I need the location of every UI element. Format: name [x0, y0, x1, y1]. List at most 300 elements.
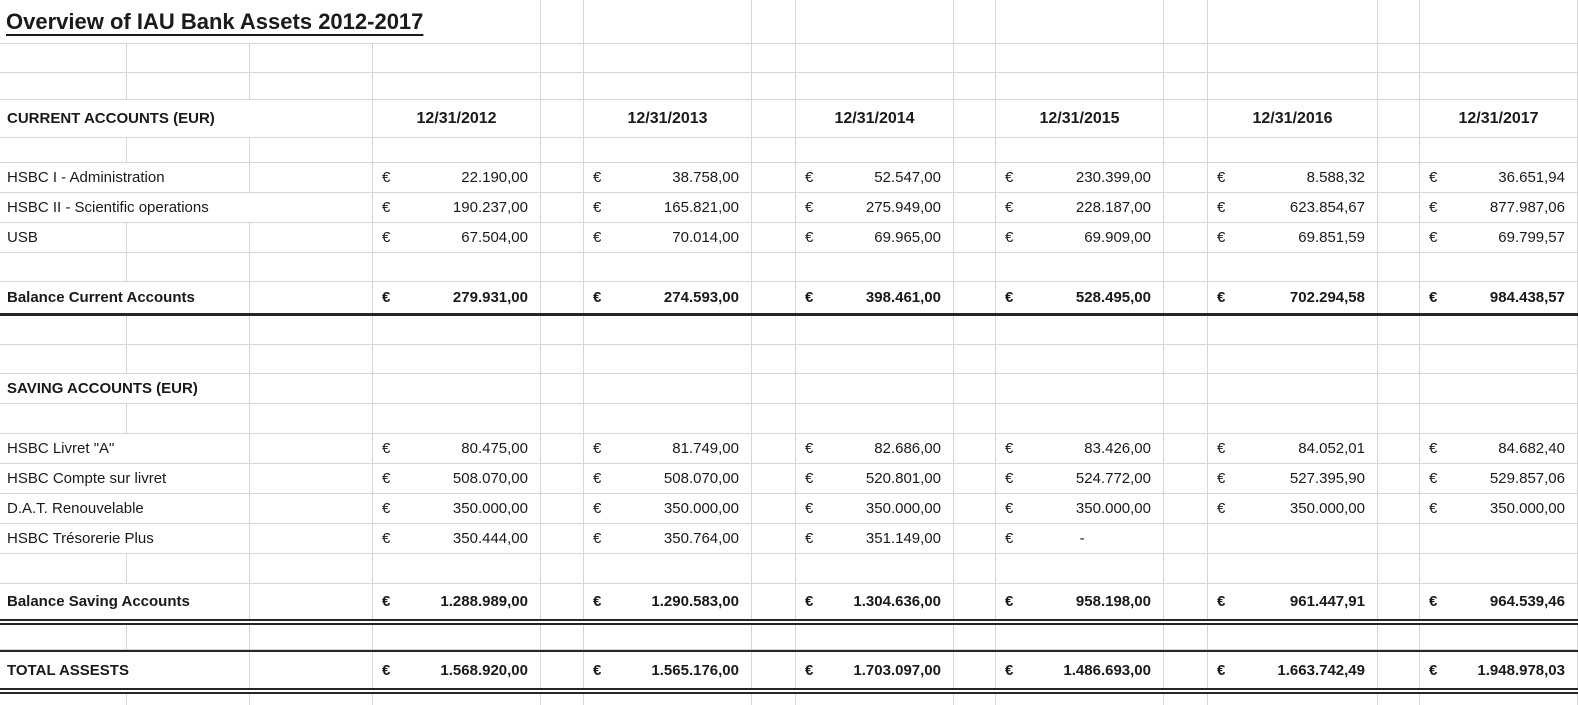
amount-cell-zero[interactable]: [996, 524, 1164, 554]
amount-cell[interactable]: [373, 282, 541, 313]
amount-cell[interactable]: [1420, 494, 1578, 524]
empty-cell[interactable]: [752, 554, 796, 584]
empty-cell[interactable]: [584, 554, 752, 584]
amount-cell[interactable]: [1208, 652, 1378, 688]
empty-cell[interactable]: [250, 524, 373, 554]
amount-cell[interactable]: [1420, 282, 1578, 313]
empty-cell[interactable]: [996, 625, 1164, 650]
empty-cell[interactable]: [541, 625, 584, 650]
empty-cell[interactable]: [373, 404, 541, 434]
amount-cell[interactable]: [1208, 584, 1378, 619]
empty-cell[interactable]: [996, 44, 1164, 73]
empty-cell[interactable]: [996, 253, 1164, 282]
empty-cell[interactable]: [541, 0, 584, 44]
empty-cell[interactable]: [752, 193, 796, 223]
empty-cell[interactable]: [1378, 524, 1420, 554]
empty-cell[interactable]: [0, 44, 127, 73]
empty-cell[interactable]: [541, 434, 584, 464]
date-header-2013[interactable]: [584, 100, 752, 138]
empty-cell[interactable]: [752, 404, 796, 434]
empty-cell[interactable]: [796, 253, 954, 282]
empty-cell[interactable]: [752, 494, 796, 524]
empty-cell[interactable]: [1164, 584, 1208, 619]
amount-cell[interactable]: [796, 434, 954, 464]
empty-cell[interactable]: [127, 316, 250, 345]
amount-cell[interactable]: [373, 524, 541, 554]
empty-cell[interactable]: [1164, 652, 1208, 688]
amount-cell[interactable]: [996, 434, 1164, 464]
amount-cell[interactable]: [373, 652, 541, 688]
empty-cell[interactable]: [1208, 138, 1378, 163]
section-header-current[interactable]: [0, 100, 373, 138]
empty-cell[interactable]: [1164, 374, 1208, 404]
empty-cell[interactable]: [1164, 494, 1208, 524]
empty-cell[interactable]: [0, 404, 127, 434]
empty-cell[interactable]: [127, 73, 250, 100]
empty-cell[interactable]: [250, 374, 373, 404]
empty-cell[interactable]: [373, 138, 541, 163]
empty-cell[interactable]: [541, 193, 584, 223]
empty-cell[interactable]: [954, 652, 996, 688]
empty-cell[interactable]: [954, 625, 996, 650]
empty-cell[interactable]: [1164, 524, 1208, 554]
empty-cell[interactable]: [1164, 694, 1208, 705]
empty-cell[interactable]: [752, 584, 796, 619]
empty-cell[interactable]: [1164, 163, 1208, 193]
empty-cell[interactable]: [127, 554, 250, 584]
empty-cell[interactable]: [1420, 316, 1578, 345]
empty-cell[interactable]: [1378, 282, 1420, 313]
empty-cell[interactable]: [250, 253, 373, 282]
empty-cell[interactable]: [1208, 316, 1378, 345]
empty-cell[interactable]: [541, 694, 584, 705]
empty-cell[interactable]: [541, 253, 584, 282]
empty-cell[interactable]: [954, 584, 996, 619]
empty-cell[interactable]: [541, 404, 584, 434]
empty-cell[interactable]: [796, 404, 954, 434]
empty-cell[interactable]: [1164, 434, 1208, 464]
empty-cell[interactable]: [0, 138, 127, 163]
empty-cell[interactable]: [1164, 44, 1208, 73]
empty-cell[interactable]: [1378, 223, 1420, 253]
empty-cell[interactable]: [584, 316, 752, 345]
empty-cell[interactable]: [1378, 694, 1420, 705]
empty-cell[interactable]: [1164, 554, 1208, 584]
empty-cell[interactable]: [373, 345, 541, 374]
empty-cell[interactable]: [0, 345, 127, 374]
amount-cell[interactable]: [996, 652, 1164, 688]
amount-cell[interactable]: [584, 464, 752, 494]
amount-cell[interactable]: [1208, 193, 1378, 223]
account-label[interactable]: [0, 223, 127, 253]
amount-cell[interactable]: [584, 223, 752, 253]
empty-cell[interactable]: [1208, 404, 1378, 434]
empty-cell[interactable]: [250, 464, 373, 494]
empty-cell[interactable]: [250, 625, 373, 650]
empty-cell[interactable]: [954, 434, 996, 464]
empty-cell[interactable]: [0, 316, 127, 345]
empty-cell[interactable]: [541, 282, 584, 313]
empty-cell[interactable]: [1378, 584, 1420, 619]
empty-cell[interactable]: [1164, 253, 1208, 282]
empty-cell[interactable]: [1208, 625, 1378, 650]
empty-cell[interactable]: [752, 163, 796, 193]
amount-cell[interactable]: [796, 464, 954, 494]
empty-cell[interactable]: [127, 404, 250, 434]
total-label[interactable]: [0, 652, 250, 688]
empty-cell[interactable]: [954, 345, 996, 374]
empty-cell[interactable]: [752, 434, 796, 464]
amount-cell[interactable]: [996, 494, 1164, 524]
empty-cell[interactable]: [752, 138, 796, 163]
empty-cell[interactable]: [541, 554, 584, 584]
amount-cell[interactable]: [584, 494, 752, 524]
empty-cell[interactable]: [954, 100, 996, 138]
empty-cell[interactable]: [250, 316, 373, 345]
amount-cell[interactable]: [996, 223, 1164, 253]
empty-cell[interactable]: [541, 584, 584, 619]
empty-cell[interactable]: [584, 345, 752, 374]
empty-cell[interactable]: [954, 138, 996, 163]
account-label[interactable]: [0, 464, 250, 494]
empty-cell[interactable]: [1378, 163, 1420, 193]
empty-cell[interactable]: [1420, 694, 1578, 705]
empty-cell[interactable]: [373, 694, 541, 705]
empty-cell[interactable]: [954, 694, 996, 705]
amount-cell[interactable]: [1420, 434, 1578, 464]
empty-cell[interactable]: [541, 524, 584, 554]
section-header-saving[interactable]: [0, 374, 250, 404]
empty-cell[interactable]: [0, 554, 127, 584]
empty-cell[interactable]: [584, 694, 752, 705]
amount-cell[interactable]: [584, 193, 752, 223]
amount-cell[interactable]: [1208, 464, 1378, 494]
page-title[interactable]: [0, 0, 541, 44]
empty-cell[interactable]: [541, 345, 584, 374]
amount-cell[interactable]: [1420, 193, 1578, 223]
empty-cell[interactable]: [250, 554, 373, 584]
account-label[interactable]: [0, 193, 373, 223]
empty-cell[interactable]: [373, 73, 541, 100]
empty-cell[interactable]: [752, 374, 796, 404]
balance-label[interactable]: [0, 584, 250, 619]
empty-cell[interactable]: [373, 253, 541, 282]
amount-cell[interactable]: [373, 584, 541, 619]
empty-cell[interactable]: [250, 434, 373, 464]
amount-cell[interactable]: [996, 193, 1164, 223]
date-header-2016[interactable]: [1208, 100, 1378, 138]
empty-cell[interactable]: [954, 374, 996, 404]
empty-cell[interactable]: [752, 625, 796, 650]
amount-cell[interactable]: [584, 652, 752, 688]
balance-label[interactable]: [0, 282, 250, 313]
amount-cell[interactable]: [1420, 652, 1578, 688]
empty-cell[interactable]: [1378, 404, 1420, 434]
empty-cell[interactable]: [1378, 494, 1420, 524]
empty-cell[interactable]: [250, 138, 373, 163]
empty-cell[interactable]: [0, 253, 127, 282]
empty-cell[interactable]: [1164, 73, 1208, 100]
amount-cell[interactable]: [584, 524, 752, 554]
amount-cell[interactable]: [796, 494, 954, 524]
amount-cell[interactable]: [1420, 464, 1578, 494]
amount-cell[interactable]: [796, 584, 954, 619]
empty-cell[interactable]: [1420, 138, 1578, 163]
empty-cell[interactable]: [996, 345, 1164, 374]
empty-cell[interactable]: [996, 404, 1164, 434]
empty-cell[interactable]: [954, 316, 996, 345]
empty-cell[interactable]: [1420, 404, 1578, 434]
amount-cell[interactable]: [1208, 434, 1378, 464]
empty-cell[interactable]: [1208, 345, 1378, 374]
amount-cell[interactable]: [1420, 223, 1578, 253]
empty-cell[interactable]: [796, 625, 954, 650]
amount-cell[interactable]: [1420, 163, 1578, 193]
empty-cell[interactable]: [954, 494, 996, 524]
empty-cell[interactable]: [1208, 44, 1378, 73]
empty-cell[interactable]: [1208, 253, 1378, 282]
amount-cell[interactable]: [373, 223, 541, 253]
empty-cell[interactable]: [1378, 44, 1420, 73]
empty-cell[interactable]: [584, 253, 752, 282]
amount-cell[interactable]: [996, 163, 1164, 193]
amount-cell[interactable]: [1208, 223, 1378, 253]
empty-cell[interactable]: [1208, 73, 1378, 100]
empty-cell[interactable]: [996, 694, 1164, 705]
empty-cell[interactable]: [541, 464, 584, 494]
empty-cell[interactable]: [584, 404, 752, 434]
empty-cell[interactable]: [541, 44, 584, 73]
empty-cell[interactable]: [954, 193, 996, 223]
account-label[interactable]: [0, 163, 250, 193]
empty-cell[interactable]: [1208, 524, 1378, 554]
empty-cell[interactable]: [954, 44, 996, 73]
empty-cell[interactable]: [1164, 138, 1208, 163]
empty-cell[interactable]: [250, 694, 373, 705]
empty-cell[interactable]: [1164, 404, 1208, 434]
empty-cell[interactable]: [0, 73, 127, 100]
empty-cell[interactable]: [584, 374, 752, 404]
amount-cell[interactable]: [584, 163, 752, 193]
empty-cell[interactable]: [954, 554, 996, 584]
empty-cell[interactable]: [584, 44, 752, 73]
empty-cell[interactable]: [996, 554, 1164, 584]
empty-cell[interactable]: [127, 345, 250, 374]
empty-cell[interactable]: [1378, 100, 1420, 138]
amount-cell[interactable]: [373, 193, 541, 223]
empty-cell[interactable]: [584, 625, 752, 650]
amount-cell[interactable]: [373, 163, 541, 193]
empty-cell[interactable]: [1420, 554, 1578, 584]
amount-cell[interactable]: [373, 434, 541, 464]
amount-cell[interactable]: [996, 464, 1164, 494]
empty-cell[interactable]: [250, 584, 373, 619]
empty-cell[interactable]: [752, 464, 796, 494]
empty-cell[interactable]: [127, 625, 250, 650]
empty-cell[interactable]: [1420, 44, 1578, 73]
empty-cell[interactable]: [250, 494, 373, 524]
empty-cell[interactable]: [541, 652, 584, 688]
empty-cell[interactable]: [1164, 625, 1208, 650]
empty-cell[interactable]: [250, 345, 373, 374]
account-label[interactable]: [0, 494, 250, 524]
empty-cell[interactable]: [796, 44, 954, 73]
empty-cell[interactable]: [752, 316, 796, 345]
amount-cell[interactable]: [373, 494, 541, 524]
empty-cell[interactable]: [541, 494, 584, 524]
empty-cell[interactable]: [584, 138, 752, 163]
empty-cell[interactable]: [541, 73, 584, 100]
amount-cell[interactable]: [796, 223, 954, 253]
amount-cell[interactable]: [1208, 163, 1378, 193]
empty-cell[interactable]: [0, 694, 127, 705]
empty-cell[interactable]: [954, 524, 996, 554]
empty-cell[interactable]: [752, 694, 796, 705]
empty-cell[interactable]: [1420, 345, 1578, 374]
empty-cell[interactable]: [584, 0, 752, 44]
empty-cell[interactable]: [954, 73, 996, 100]
empty-cell[interactable]: [541, 100, 584, 138]
empty-cell[interactable]: [541, 316, 584, 345]
empty-cell[interactable]: [1208, 554, 1378, 584]
empty-cell[interactable]: [796, 374, 954, 404]
empty-cell[interactable]: [996, 0, 1164, 44]
amount-cell[interactable]: [373, 464, 541, 494]
amount-cell[interactable]: [1208, 282, 1378, 313]
empty-cell[interactable]: [373, 374, 541, 404]
empty-cell[interactable]: [1378, 0, 1420, 44]
empty-cell[interactable]: [796, 694, 954, 705]
empty-cell[interactable]: [373, 554, 541, 584]
amount-cell[interactable]: [584, 584, 752, 619]
empty-cell[interactable]: [996, 73, 1164, 100]
empty-cell[interactable]: [954, 282, 996, 313]
empty-cell[interactable]: [752, 652, 796, 688]
empty-cell[interactable]: [127, 223, 250, 253]
empty-cell[interactable]: [796, 554, 954, 584]
empty-cell[interactable]: [1378, 73, 1420, 100]
empty-cell[interactable]: [1378, 464, 1420, 494]
empty-cell[interactable]: [373, 44, 541, 73]
empty-cell[interactable]: [752, 73, 796, 100]
empty-cell[interactable]: [541, 223, 584, 253]
empty-cell[interactable]: [541, 138, 584, 163]
amount-cell[interactable]: [796, 193, 954, 223]
empty-cell[interactable]: [796, 345, 954, 374]
empty-cell[interactable]: [1420, 73, 1578, 100]
amount-cell[interactable]: [996, 584, 1164, 619]
empty-cell[interactable]: [1164, 223, 1208, 253]
empty-cell[interactable]: [127, 253, 250, 282]
empty-cell[interactable]: [1164, 100, 1208, 138]
empty-cell[interactable]: [1420, 0, 1578, 44]
empty-cell[interactable]: [250, 282, 373, 313]
empty-cell[interactable]: [1208, 0, 1378, 44]
empty-cell[interactable]: [1378, 138, 1420, 163]
amount-cell[interactable]: [796, 282, 954, 313]
empty-cell[interactable]: [1420, 374, 1578, 404]
amount-cell[interactable]: [584, 434, 752, 464]
empty-cell[interactable]: [1164, 193, 1208, 223]
empty-cell[interactable]: [752, 345, 796, 374]
empty-cell[interactable]: [752, 223, 796, 253]
empty-cell[interactable]: [584, 73, 752, 100]
empty-cell[interactable]: [954, 404, 996, 434]
empty-cell[interactable]: [1164, 345, 1208, 374]
empty-cell[interactable]: [752, 0, 796, 44]
date-header-2015[interactable]: [996, 100, 1164, 138]
date-header-2012[interactable]: [373, 100, 541, 138]
empty-cell[interactable]: [1378, 652, 1420, 688]
empty-cell[interactable]: [954, 464, 996, 494]
empty-cell[interactable]: [1164, 464, 1208, 494]
empty-cell[interactable]: [250, 73, 373, 100]
empty-cell[interactable]: [1378, 345, 1420, 374]
amount-cell[interactable]: [1420, 584, 1578, 619]
empty-cell[interactable]: [0, 625, 127, 650]
empty-cell[interactable]: [1420, 524, 1578, 554]
empty-cell[interactable]: [752, 524, 796, 554]
empty-cell[interactable]: [752, 282, 796, 313]
empty-cell[interactable]: [250, 404, 373, 434]
empty-cell[interactable]: [752, 100, 796, 138]
date-header-2017[interactable]: [1420, 100, 1578, 138]
empty-cell[interactable]: [250, 163, 373, 193]
empty-cell[interactable]: [1208, 694, 1378, 705]
empty-cell[interactable]: [1378, 434, 1420, 464]
empty-cell[interactable]: [127, 138, 250, 163]
empty-cell[interactable]: [1164, 282, 1208, 313]
empty-cell[interactable]: [1378, 253, 1420, 282]
empty-cell[interactable]: [796, 73, 954, 100]
empty-cell[interactable]: [373, 316, 541, 345]
empty-cell[interactable]: [796, 316, 954, 345]
empty-cell[interactable]: [1420, 253, 1578, 282]
amount-cell[interactable]: [796, 652, 954, 688]
empty-cell[interactable]: [1164, 0, 1208, 44]
date-header-2014[interactable]: [796, 100, 954, 138]
empty-cell[interactable]: [796, 0, 954, 44]
empty-cell[interactable]: [1378, 625, 1420, 650]
empty-cell[interactable]: [752, 253, 796, 282]
empty-cell[interactable]: [1164, 316, 1208, 345]
amount-cell[interactable]: [796, 524, 954, 554]
account-label[interactable]: [0, 524, 250, 554]
empty-cell[interactable]: [1208, 374, 1378, 404]
amount-cell[interactable]: [1208, 494, 1378, 524]
empty-cell[interactable]: [954, 253, 996, 282]
empty-cell[interactable]: [954, 163, 996, 193]
empty-cell[interactable]: [954, 223, 996, 253]
empty-cell[interactable]: [127, 694, 250, 705]
empty-cell[interactable]: [996, 138, 1164, 163]
amount-cell[interactable]: [584, 282, 752, 313]
empty-cell[interactable]: [250, 44, 373, 73]
empty-cell[interactable]: [127, 44, 250, 73]
empty-cell[interactable]: [996, 316, 1164, 345]
empty-cell[interactable]: [1378, 193, 1420, 223]
empty-cell[interactable]: [1420, 625, 1578, 650]
empty-cell[interactable]: [1378, 316, 1420, 345]
amount-cell[interactable]: [996, 282, 1164, 313]
empty-cell[interactable]: [250, 652, 373, 688]
empty-cell[interactable]: [250, 223, 373, 253]
empty-cell[interactable]: [796, 138, 954, 163]
empty-cell[interactable]: [373, 625, 541, 650]
empty-cell[interactable]: [954, 0, 996, 44]
empty-cell[interactable]: [1378, 554, 1420, 584]
empty-cell[interactable]: [752, 44, 796, 73]
